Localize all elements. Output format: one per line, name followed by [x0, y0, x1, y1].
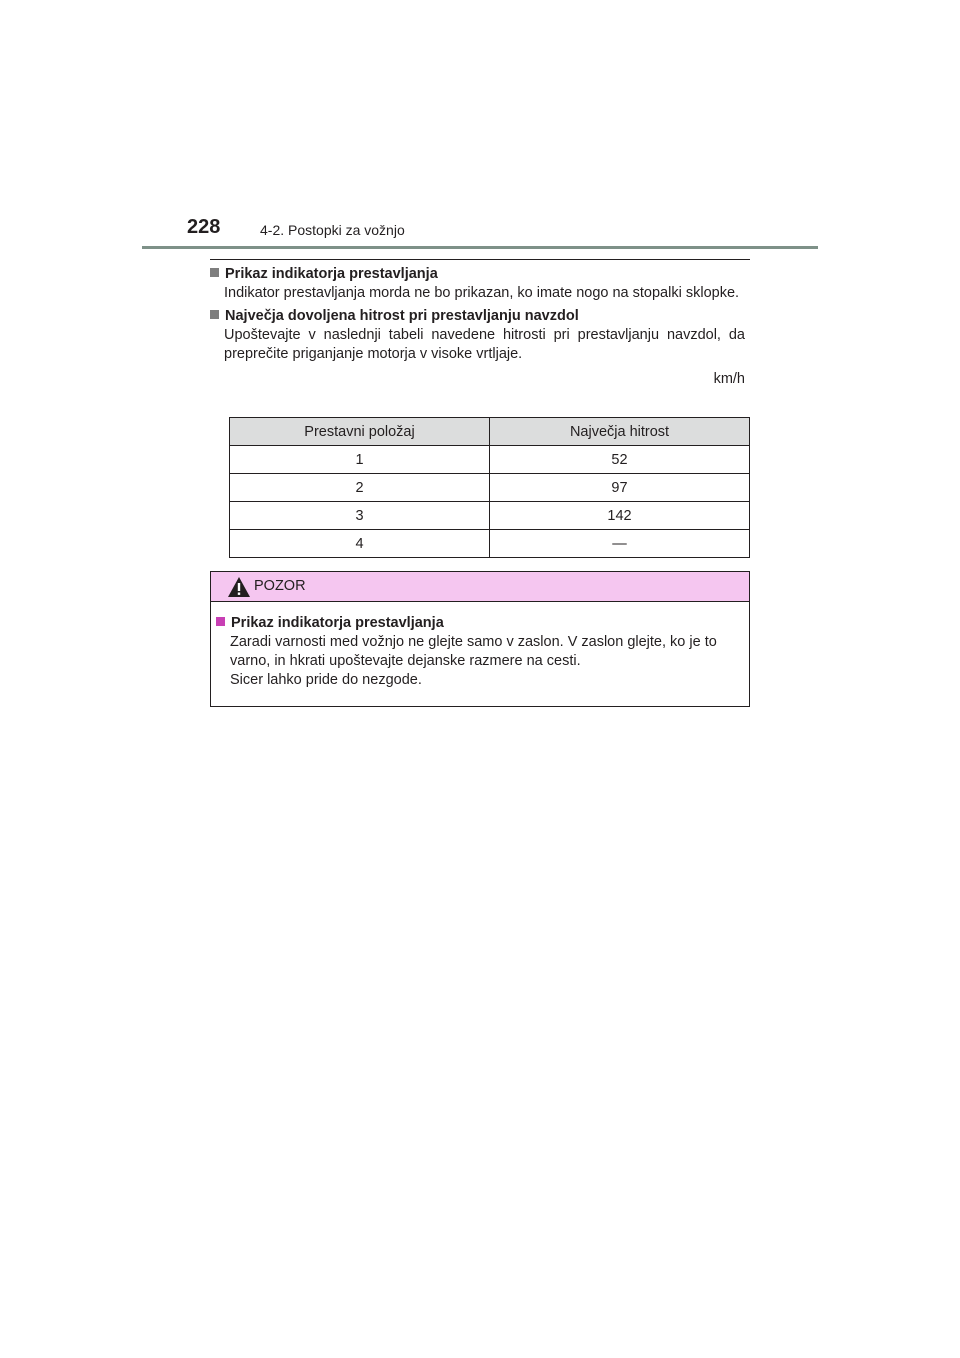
main-content [210, 265, 750, 389]
unit-label: km/h [713, 371, 745, 387]
page-number: 228 [187, 216, 221, 238]
table-cell: 97 [490, 474, 750, 502]
square-bullet-icon [216, 617, 225, 626]
caution-label: POZOR [254, 578, 306, 594]
info-item [210, 307, 750, 364]
section-title: 4-2. Postopki za vožnjo [260, 222, 405, 238]
divider [210, 259, 750, 260]
item-body: Upoštevajte v naslednji tabeli navedene hitrosti pri prestavljanju navzdol, da preprečite priganjanje motorja v visoke vrtljaje. [224, 327, 745, 362]
table-header-row [230, 418, 750, 446]
caution-title: Prikaz indikatorja prestavljanja [231, 615, 444, 631]
item-title: Prikaz indikatorja prestavljanja [225, 266, 438, 282]
info-item [210, 265, 750, 303]
table-row [230, 530, 750, 558]
caution-header [211, 572, 749, 602]
column-header: Prestavni položaj [230, 418, 490, 446]
table-row [230, 502, 750, 530]
table-cell: 4 [230, 530, 490, 558]
page-header [142, 214, 818, 249]
table-cell: 2 [230, 474, 490, 502]
square-bullet-icon [210, 268, 219, 277]
table-cell: 3 [230, 502, 490, 530]
table-cell: 142 [490, 502, 750, 530]
table-cell: — [490, 530, 750, 558]
downshift-speed-table [229, 417, 750, 558]
item-title: Največja dovoljena hitrost pri prestavljanju navzdol [225, 308, 579, 324]
caution-box [210, 571, 750, 707]
table-cell: 1 [230, 446, 490, 474]
table-row [230, 446, 750, 474]
table-cell: 52 [490, 446, 750, 474]
item-body: Indikator prestavljanja morda ne bo prikazan, ko imate nogo na stopalki sklopke. [224, 285, 740, 301]
caution-body [211, 602, 749, 690]
caution-text: Zaradi varnosti med vožnjo ne glejte samo v zaslon. V zaslon glejte, ko je to varno, in hkrati upoštevajte dejanske razmere na cesti. Sicer lahko pride do nezgode. [230, 634, 717, 688]
table-row [230, 474, 750, 502]
square-bullet-icon [210, 310, 219, 319]
column-header: Največja hitrost [490, 418, 750, 446]
warning-triangle-icon [227, 576, 251, 598]
